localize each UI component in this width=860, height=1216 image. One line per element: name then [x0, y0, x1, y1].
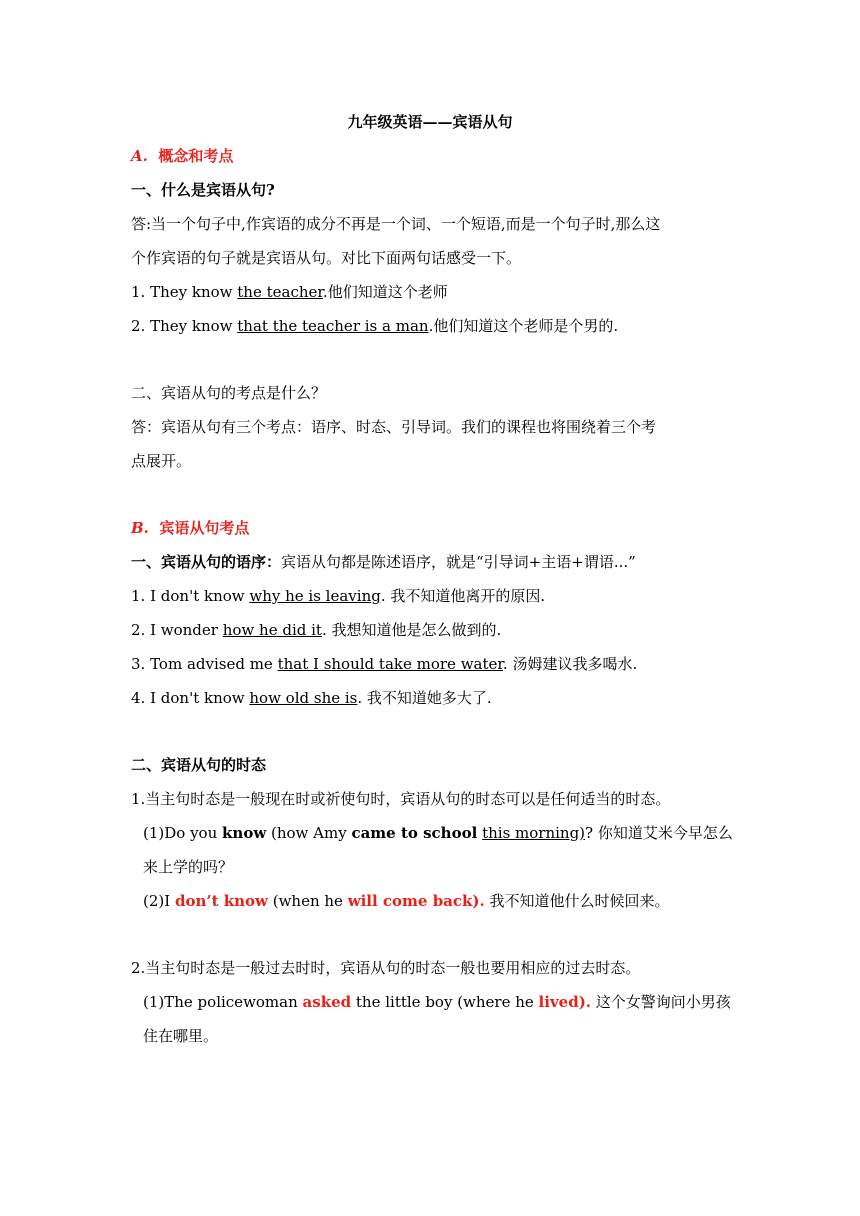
q1-example-2 [131, 316, 618, 336]
tense-example-1-cont: 来上学的吗？ [143, 858, 234, 876]
section-a-letter: A. [131, 147, 148, 165]
example-text: . 我想知道他是怎么做到的. [321, 621, 502, 639]
q2-heading: 二、宾语从句的考点是什么？ [131, 384, 327, 402]
example-text: (1)Do you [143, 824, 223, 842]
q1-answer-line2: 个作宾语的句子就是宾语从句。对比下面两句话感受一下。 [131, 249, 522, 267]
example-text: 2. I wonder [131, 621, 223, 639]
example-text: 1. They know [131, 283, 238, 301]
word-order-example-1 [131, 586, 545, 606]
example-text: 4. I don't know [131, 689, 250, 707]
example-highlight: will come back). [347, 892, 485, 910]
word-order-example-2 [131, 620, 501, 640]
example-text: (when he [267, 892, 348, 910]
example-text: the little boy (where he [351, 993, 539, 1011]
q1-heading: 一、什么是宾语从句? [131, 181, 275, 199]
tense-example-2 [143, 891, 670, 911]
example-underlined: the teacher [237, 283, 323, 301]
section-b-title: 宾语从句考点 [159, 519, 250, 537]
tense-rule-1: 1.当主句时态是一般现在时或祈使句时，宾语从句的时态可以是任何适当的时态。 [131, 790, 671, 808]
q1-answer-line1: 答:当一个句子中,作宾语的成分不再是一个词、一个短语,而是一个句子时,那么这 [131, 215, 661, 233]
section-b-letter: B. [131, 519, 149, 537]
q1-example-1 [131, 282, 448, 302]
word-order-label: 一、宾语从句的语序： [131, 553, 282, 571]
tense-example-1 [143, 823, 733, 843]
example-text: . 汤姆建议我多喝水. [502, 655, 638, 673]
word-order-example-3 [131, 654, 637, 674]
example-highlight: asked [302, 993, 352, 1011]
section-a-heading [131, 146, 233, 166]
tense-rule-2: 2.当主句时态是一般过去时时，宾语从句的时态一般也要用相应的过去时态。 [131, 959, 641, 977]
page-title: 九年级英语——宾语从句 [347, 113, 513, 131]
example-underlined: this morning) [482, 824, 586, 842]
example-text: 这个女警询问小男孩 [591, 993, 731, 1011]
word-order-heading [131, 552, 636, 572]
example-text: (1)The policewoman [143, 993, 303, 1011]
section-a-title: 概念和考点 [158, 147, 234, 165]
section-b-heading [131, 518, 249, 538]
example-text: . 我不知道她多大了. [357, 689, 492, 707]
example-underlined: how he did it [222, 621, 322, 639]
example-bold: came to school [351, 824, 478, 842]
example-text: 我不知道他什么时候回来。 [484, 892, 670, 910]
example-bold: know [222, 824, 267, 842]
tense-example-3-cont: 住在哪里。 [143, 1027, 219, 1045]
example-text: .他们知道这个老师 [322, 283, 448, 301]
word-order-description: 宾语从句都是陈述语序，就是“引导词+主语+谓语...” [281, 553, 636, 571]
q2-answer-line2: 点展开。 [131, 452, 192, 470]
example-highlight: lived). [538, 993, 592, 1011]
word-order-example-4 [131, 688, 492, 708]
example-highlight: don’t know [174, 892, 268, 910]
example-text: ? 你知道艾米今早怎么 [585, 824, 733, 842]
example-text: 1. I don't know [131, 587, 250, 605]
example-text: (how Amy [266, 824, 352, 842]
example-underlined: why he is leaving [249, 587, 381, 605]
example-underlined: that I should take more water [277, 655, 503, 673]
example-underlined: that the teacher is a man [237, 317, 429, 335]
example-underlined: how old she is [249, 689, 358, 707]
q2-answer-line1: 答：宾语从句有三个考点：语序、时态、引导词。我们的课程也将围绕着三个考 [131, 418, 657, 436]
example-text: (2)I [143, 892, 175, 910]
example-text: 3. Tom advised me [131, 655, 278, 673]
example-text: 2. They know [131, 317, 238, 335]
tense-example-3 [143, 992, 731, 1012]
example-text: .他们知道这个老师是个男的. [428, 317, 619, 335]
example-text: . 我不知道他离开的原因. [380, 587, 546, 605]
tense-heading: 二、宾语从句的时态 [131, 756, 267, 774]
